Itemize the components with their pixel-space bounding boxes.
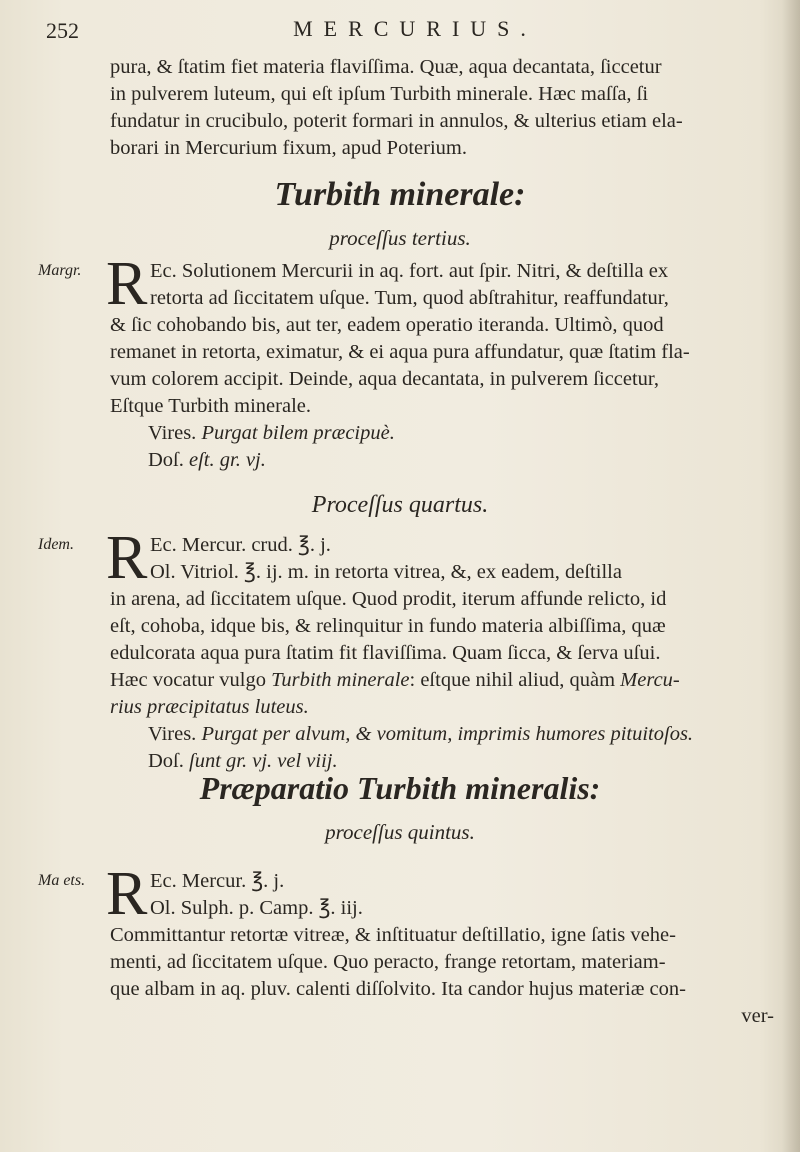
section-title-turbith-minerale: Turbith minerale:	[274, 176, 526, 213]
page-number: 252	[46, 18, 79, 43]
section5-paragraph	[110, 868, 790, 1030]
term-turbith-minerale: Turbith minerale	[271, 669, 410, 691]
text-line: Eſtque Turbith minerale.	[110, 395, 311, 417]
intro-paragraph	[110, 54, 790, 162]
text-line: edulcorata aqua pura ſtatim fit flaviſſima. Quam ſicca, & ſerva uſui.	[110, 642, 661, 664]
text-line	[110, 667, 790, 694]
text-line	[110, 694, 790, 721]
section-subtitle-processus-quartus: Proceſſus quartus.	[311, 492, 489, 518]
dose-text: eſt. gr. vj.	[189, 449, 266, 471]
dose-label: Doſ.	[148, 449, 184, 471]
text-line: Ol. Sulph. p. Camp. ℥. iij.	[150, 897, 363, 919]
text-line: Ol. Vitriol. ℥. ij. m. in retorta vitrea, &, ex eadem, deſtilla	[150, 561, 622, 583]
margin-note-idem: Idem.	[38, 536, 74, 553]
dose-text: ſunt gr. vj. vel viij.	[189, 750, 338, 772]
text-line: menti, ad ſiccitatem uſque. Quo peracto, frange retortam, materiam-	[110, 951, 666, 973]
section4-paragraph	[110, 532, 790, 775]
text-line: vum colorem accipit. Deinde, aqua decantata, in pulverem ſiccetur,	[110, 368, 660, 390]
text-line: borari in Mercurium fixum, apud Poterium.	[110, 137, 467, 159]
text-line: Committantur retortæ vitreæ, & inſtituatur deſtillatio, igne ſatis vehe-	[110, 924, 676, 946]
term-mercurius: Mercu-	[620, 669, 680, 691]
text-line: pura, & ſtatim fiet materia flaviſſima. Quæ, aqua decantata, ſiccetur	[110, 56, 662, 78]
vires-text: Purgat bilem præcipuè.	[201, 422, 395, 444]
text-line: & ſic cohobando bis, aut ter, eadem operatio iteranda. Ultimò, quod	[110, 314, 664, 336]
section-subtitle-processus-tertius: proceſſus tertius.	[329, 226, 471, 250]
margin-note-maets: Ma ets.	[38, 872, 86, 889]
dose-line	[110, 447, 790, 474]
text-fragment: : eſtque nihil aliud, quàm	[409, 669, 616, 691]
text-line: Ec. Solutionem Mercurii in aq. fort. aut ſpir. Nitri, & deſtilla ex	[150, 260, 669, 282]
text-line: in arena, ad ſiccitatem uſque. Quod prodit, iterum affunde relicto, id	[110, 588, 667, 610]
text-line: Ec. Mercur. crud. ℥. j.	[150, 534, 331, 556]
text-fragment: Hæc vocatur vulgo	[110, 669, 266, 691]
vires-text: Purgat per alvum, & vomitum, imprimis humores pituitoſos.	[201, 723, 694, 745]
text-line: que albam in aq. pluv. calenti diſſolvito. Ita candor hujus materiæ con-	[110, 978, 686, 1000]
text-line: fundatur in crucibulo, poterit formari in annulos, & ulterius etiam ela-	[110, 110, 683, 132]
dose-label: Doſ.	[148, 750, 184, 772]
text-line: eſt, cohoba, idque bis, & relinquitur in fundo materia albiſſima, quæ	[110, 615, 666, 637]
vires-label: Vires.	[148, 723, 197, 745]
running-head: MERCURIUS.	[293, 16, 537, 41]
term-mercurius-praecipitatus: rius præcipitatus luteus.	[110, 696, 309, 718]
vires-line	[110, 420, 790, 447]
section-subtitle-processus-quintus: proceſſus quintus.	[325, 820, 475, 844]
vires-line	[110, 721, 790, 748]
text-line: retorta ad ſiccitatem uſque. Tum, quod abſtrahitur, reaffundatur,	[150, 287, 669, 309]
section-title-praeparatio: Præparatio Turbith mineralis:	[199, 770, 601, 806]
catchword: ver-	[741, 1005, 774, 1027]
vires-label: Vires.	[148, 422, 197, 444]
text-line: in pulverem luteum, qui eſt ipſum Turbith minerale. Hæc maſſa, ſi	[110, 83, 649, 105]
page-header	[0, 12, 800, 52]
text-line: Ec. Mercur. ℥. j.	[150, 870, 285, 892]
drop-initial: R	[106, 250, 148, 318]
drop-initial: R	[106, 524, 148, 592]
margin-note-margr: Margr.	[38, 262, 82, 279]
text-line: remanet in retorta, eximatur, & ei aqua pura affundatur, quæ ſtatim fla-	[110, 341, 690, 363]
drop-initial: R	[106, 860, 148, 928]
section3-paragraph	[110, 258, 790, 474]
